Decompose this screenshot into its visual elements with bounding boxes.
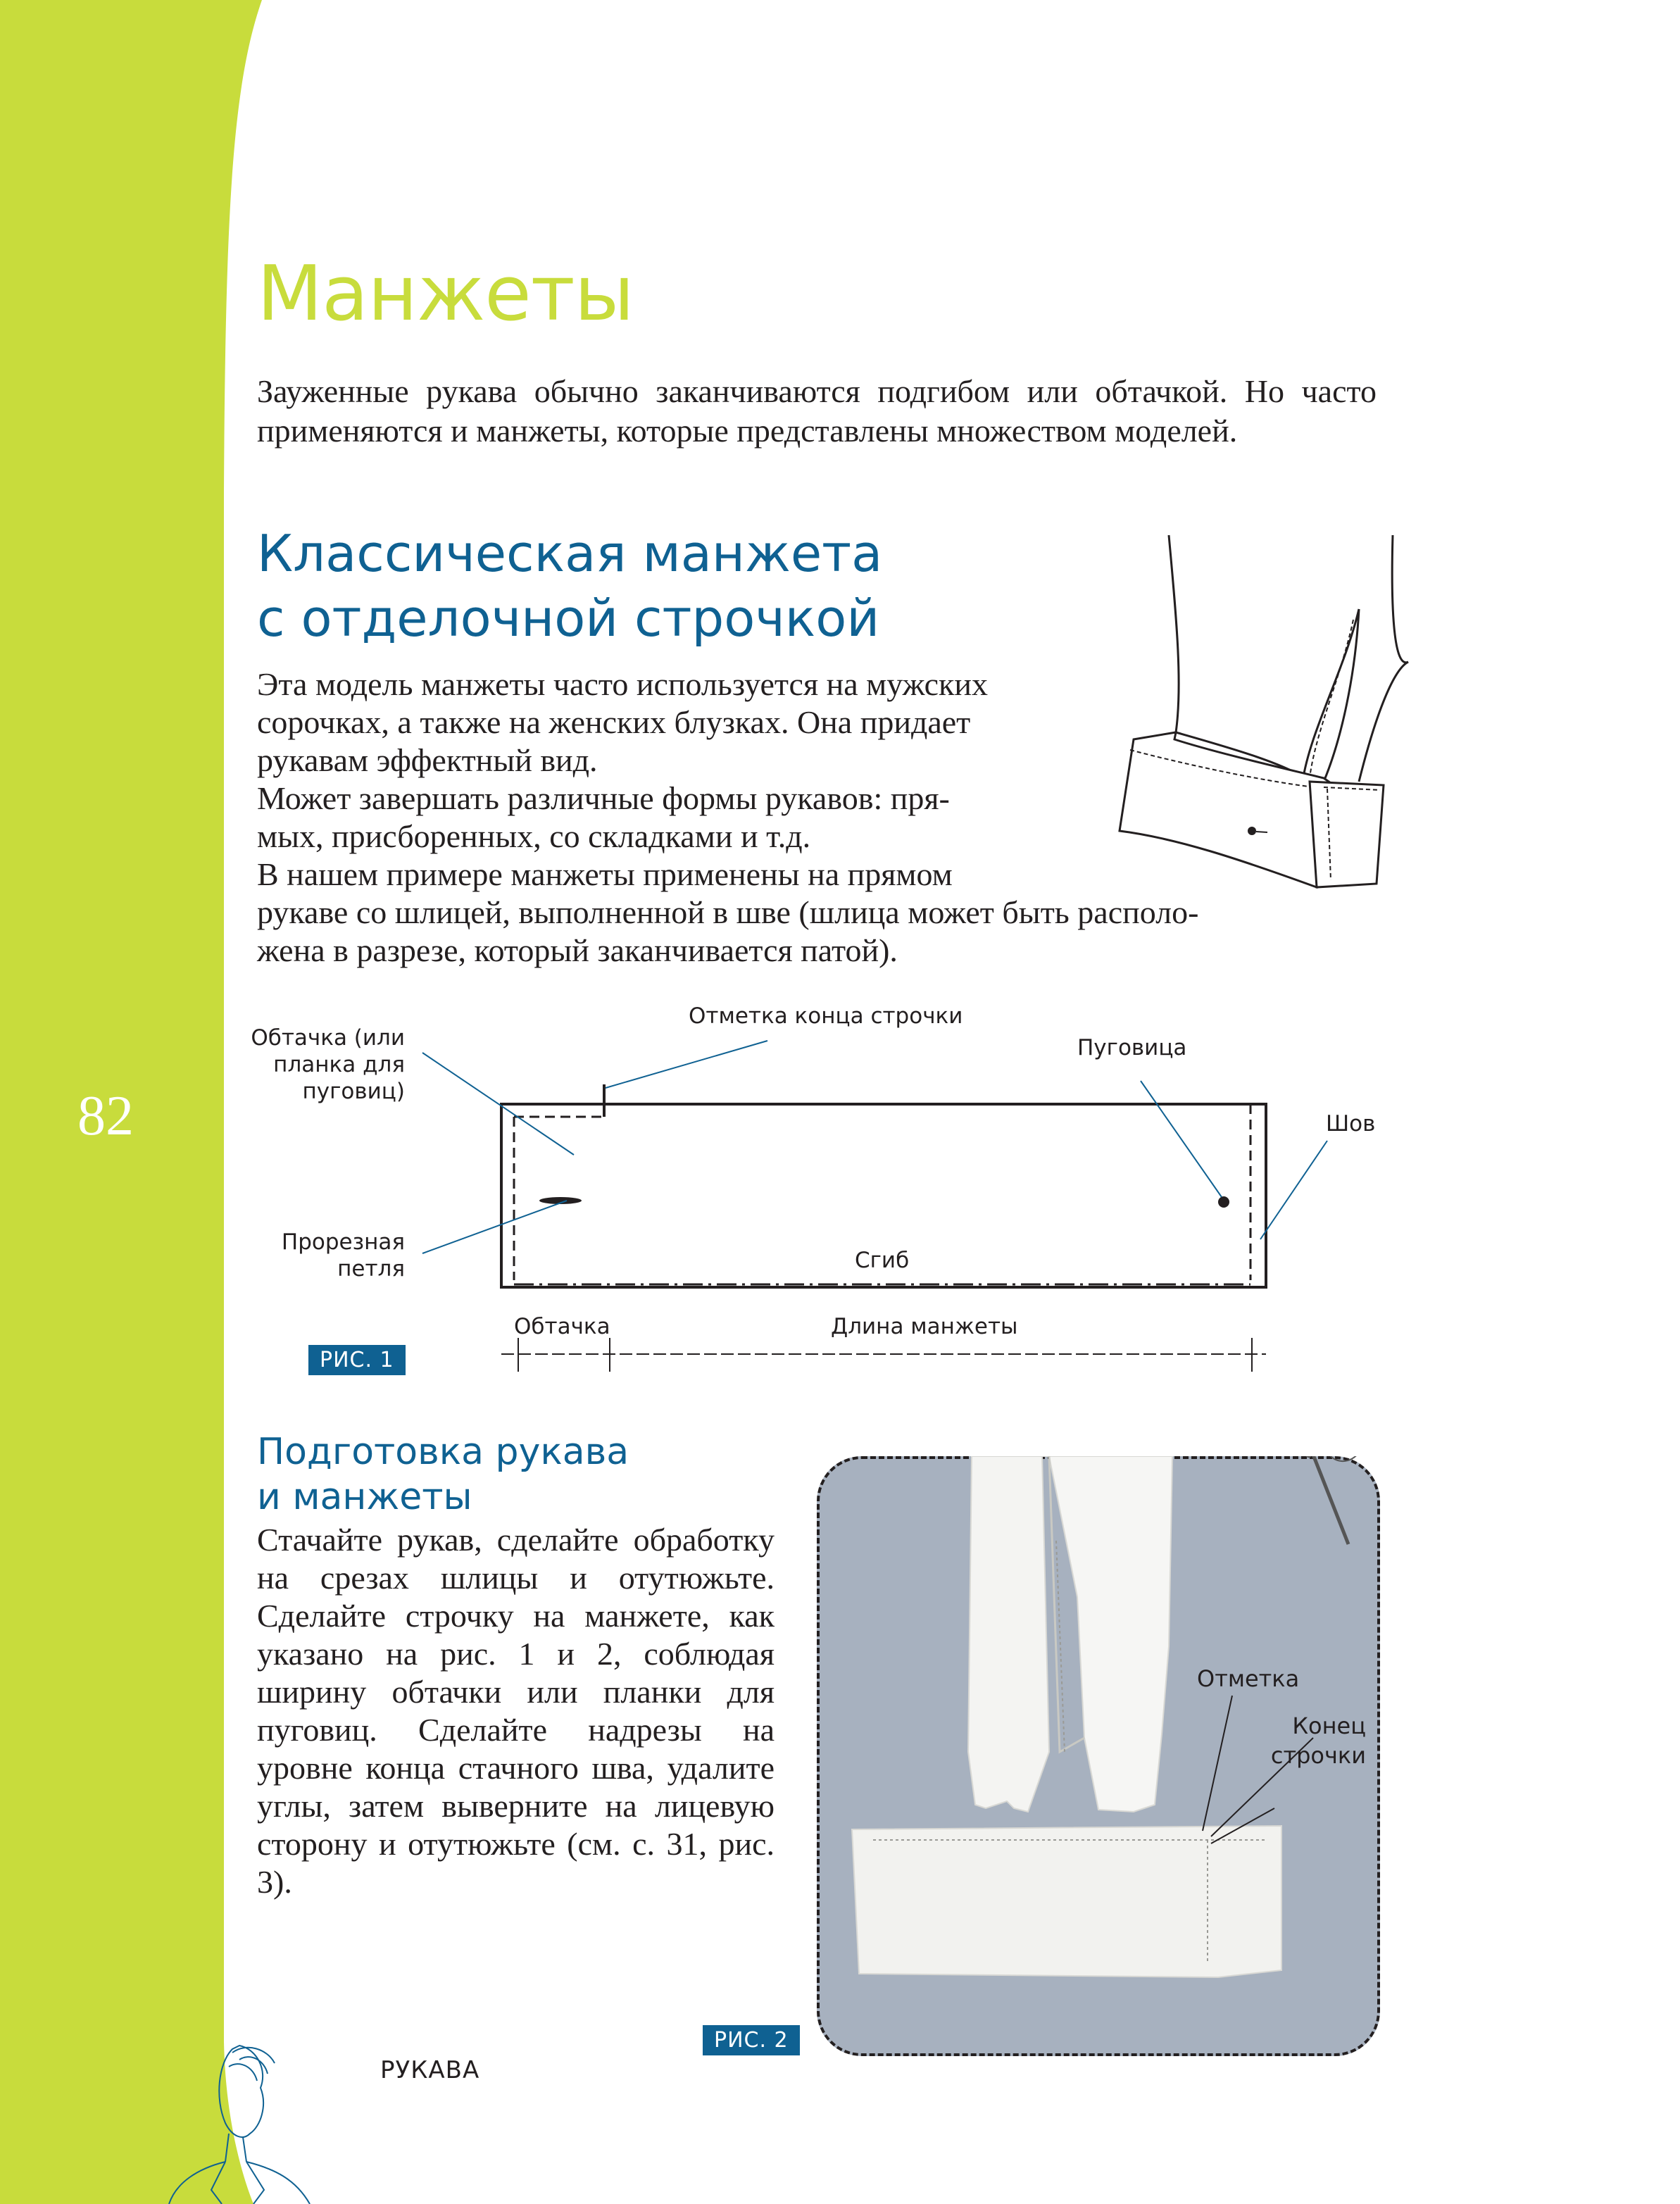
para-line: В нашем примере манжеты применены на прямом bbox=[257, 856, 953, 892]
photo-label-stitch-end: Конец строчки bbox=[1270, 1713, 1366, 1769]
para-line: жена в разрезе, который заканчивается патой). bbox=[257, 932, 898, 968]
para-line: Может завершать различные формы рукавов: пря- bbox=[257, 780, 950, 816]
subsection-heading-line2: и манжеты bbox=[257, 1476, 472, 1518]
section-heading-line1: Классическая манжета bbox=[257, 524, 883, 583]
subsection-text: Стачайте рукав, сделайте обработку на срезах шлицы и отутюжьте. Сделайте строчку на манжете, как указано на рис. 1 и 2, соблюдая ширину обтачки или планки для пуговиц. Сделайте надрезы на уровне конца стачного шва, удалите углы, затем выверните на лицевую сторону и отутюжьте (см. с. 31, рис. 3). bbox=[257, 1522, 775, 1900]
label-buttonhole: Прорезная петля bbox=[281, 1229, 405, 1282]
para-line: рукаве со шлицей, выполненной в шве (шлица может быть располо- bbox=[257, 894, 1199, 930]
woman-sketch-illustration bbox=[127, 2021, 352, 2204]
label-facing-dimension: Обтачка bbox=[514, 1314, 610, 1339]
section-heading-line2: с отделочной строчкой bbox=[257, 589, 880, 648]
figure2-badge: РИС. 2 bbox=[703, 2025, 800, 2055]
label-fold: Сгиб bbox=[855, 1248, 910, 1273]
label-stitch-end-mark: Отметка конца строчки bbox=[689, 1003, 963, 1029]
label-button: Пуговица bbox=[1077, 1035, 1187, 1060]
para-line: сорочках, а также на женских блузках. Она придает bbox=[257, 704, 971, 740]
subsection-heading bbox=[257, 1429, 629, 1520]
intro-paragraph: Зауженные рукава обычно заканчиваются подгибом или обтачкой. Но часто применяются и манжеты, которые представлены множеством моделей. bbox=[257, 373, 1377, 449]
label-facing: Обтачка (или планка для пуговиц) bbox=[251, 1025, 405, 1104]
label-cuff-length: Длина манжеты bbox=[831, 1314, 1018, 1339]
page-number: 82 bbox=[77, 1085, 134, 1147]
footer-chapter-label: РУКАВА bbox=[380, 2056, 480, 2084]
photo-label-mark: Отметка bbox=[1197, 1665, 1300, 1692]
subsection-heading-line1: Подготовка рукава bbox=[257, 1431, 629, 1473]
figure1-badge: РИС. 1 bbox=[308, 1345, 406, 1375]
label-seam: Шов bbox=[1326, 1111, 1376, 1137]
para-line: Эта модель манжеты часто используется на мужских bbox=[257, 666, 988, 702]
page-title: Манжеты bbox=[257, 250, 634, 338]
para-line: мых, присборенных, со складками и т.д. bbox=[257, 818, 811, 854]
para-line: рукавам эффектный вид. bbox=[257, 742, 598, 778]
needle-icon bbox=[1295, 1456, 1359, 1544]
